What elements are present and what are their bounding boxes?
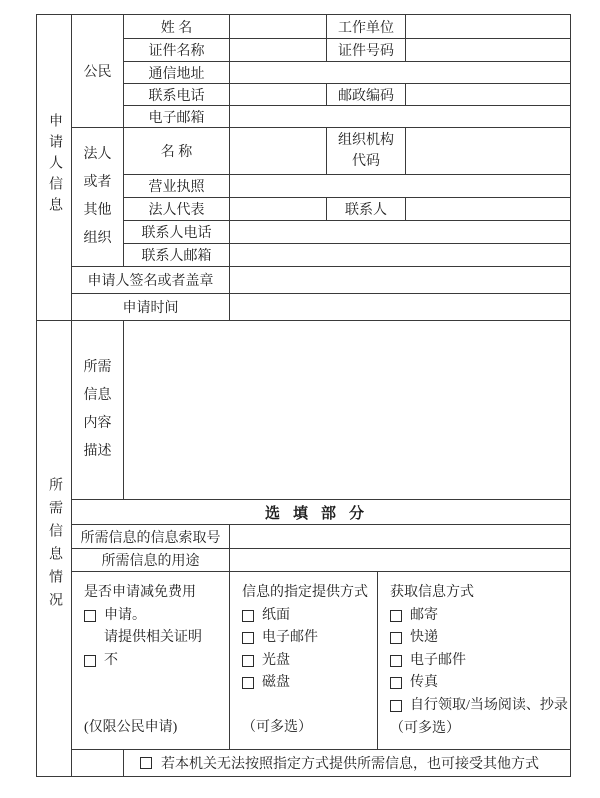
obtain-method-title: 获取信息方式 (390, 584, 474, 600)
provide-option-disk-label: 磁盘 (262, 675, 290, 690)
citizen-group-label: 公民 (72, 15, 124, 128)
obtain-method-cell (378, 572, 571, 750)
id-name-value-cell[interactable] (230, 39, 327, 62)
name-label: 姓 名 (124, 15, 230, 39)
obtain-option-express[interactable] (390, 627, 566, 650)
index-number-label: 所需信息的信息索取号 (72, 525, 230, 549)
address-value-cell[interactable] (230, 62, 571, 84)
org-name-label: 名 称 (124, 128, 230, 175)
id-number-value-cell[interactable] (406, 39, 571, 62)
signature-value-cell[interactable] (230, 267, 571, 294)
checkbox-icon[interactable] (242, 655, 254, 667)
fallback-option[interactable] (124, 753, 570, 773)
obtain-option-mail[interactable] (390, 605, 566, 628)
obtain-option-email[interactable] (390, 650, 566, 673)
org-code-label (327, 128, 406, 175)
fee-option-no[interactable] (84, 650, 225, 673)
description-label (72, 321, 124, 500)
contact-email-value-cell[interactable] (230, 244, 571, 267)
obtain-option-fax[interactable] (390, 672, 566, 695)
provide-method-title: 信息的指定提供方式 (242, 584, 368, 600)
contact-value-cell[interactable] (406, 198, 571, 221)
required-section-header-text: 所需信息情况 (47, 477, 62, 615)
org-code-value-cell[interactable] (406, 128, 571, 175)
license-label: 营业执照 (124, 175, 230, 198)
fee-option-no-label: 不 (104, 652, 118, 668)
legal-rep-label: 法人代表 (124, 198, 230, 221)
applicant-section-header (37, 15, 72, 321)
checkbox-icon[interactable] (84, 655, 96, 667)
provide-option-cd-label: 光盘 (262, 652, 290, 668)
provide-option-cd[interactable] (242, 650, 373, 673)
phone-value-cell[interactable] (230, 84, 327, 106)
contact-phone-value-cell[interactable] (230, 221, 571, 244)
provide-option-paper-label: 纸面 (262, 607, 290, 623)
provide-option-disk[interactable] (242, 672, 373, 695)
checkbox-icon[interactable] (140, 757, 152, 769)
fee-reduction-cell (72, 572, 230, 750)
fee-reduction-title: 是否申请减免费用 (84, 584, 196, 600)
provide-option-email[interactable] (242, 627, 373, 650)
postcode-label: 邮政编码 (327, 84, 406, 106)
work-unit-value-cell[interactable] (406, 15, 571, 39)
address-label: 通信地址 (124, 62, 230, 84)
fee-apply-note: 请提供相关证明 (104, 630, 202, 645)
index-number-value-cell[interactable] (230, 525, 571, 549)
phone-label: 联系电话 (124, 84, 230, 106)
apply-time-label: 申请时间 (72, 294, 230, 321)
obtain-method-footnote: （可多选） (390, 721, 460, 736)
applicant-section-header-text: 申请人信息 (47, 112, 62, 218)
checkbox-icon[interactable] (390, 700, 402, 712)
fallback-option-label: 若本机关无法按照指定方式提供所需信息，也可接受其他方式 (161, 757, 539, 772)
email-value-cell[interactable] (230, 106, 571, 128)
description-value-cell[interactable] (124, 321, 571, 500)
obtain-option-email-label: 电子邮件 (410, 652, 466, 668)
provide-option-email-label: 电子邮件 (262, 630, 318, 645)
obtain-option-mail-label: 邮寄 (410, 607, 438, 623)
checkbox-icon[interactable] (242, 677, 254, 689)
checkbox-icon[interactable] (242, 610, 254, 622)
org-code-label-text: 组织机构代码 (338, 133, 394, 169)
email-label: 电子邮箱 (124, 106, 230, 128)
postcode-value-cell[interactable] (406, 84, 571, 106)
apply-time-value-cell[interactable] (230, 294, 571, 321)
fee-option-apply-label: 申请。 (104, 607, 146, 623)
contact-label: 联系人 (327, 198, 406, 221)
contact-phone-label: 联系人电话 (124, 221, 230, 244)
optional-part-title-text: 选填部分 (264, 505, 377, 522)
fee-footnote: (仅限公民申请) (84, 719, 178, 735)
provide-method-cell (230, 572, 378, 750)
checkbox-icon[interactable] (390, 632, 402, 644)
checkbox-icon[interactable] (390, 610, 402, 622)
checkbox-icon[interactable] (390, 677, 402, 689)
obtain-option-self-pickup[interactable] (390, 695, 566, 718)
description-label-text: 所需信息内容描述 (83, 360, 112, 459)
checkbox-icon[interactable] (84, 610, 96, 622)
obtain-option-express-label: 快递 (410, 630, 438, 645)
purpose-value-cell[interactable] (230, 549, 571, 572)
fee-option-apply[interactable] (84, 605, 225, 628)
organization-group-label (72, 128, 124, 267)
required-section-header (37, 321, 72, 777)
contact-email-label: 联系人邮箱 (124, 244, 230, 267)
id-name-label: 证件名称 (124, 39, 230, 62)
id-number-label: 证件号码 (327, 39, 406, 62)
obtain-option-self-pickup-label: 自行领取/当场阅读、抄录 (410, 697, 568, 713)
name-value-cell[interactable] (230, 15, 327, 39)
fallback-option-cell (124, 750, 571, 777)
work-unit-label: 工作单位 (327, 15, 406, 39)
license-value-cell[interactable] (230, 175, 571, 198)
purpose-label: 所需信息的用途 (72, 549, 230, 572)
fallback-spacer-cell (72, 750, 124, 777)
checkbox-icon[interactable] (390, 655, 402, 667)
organization-group-label-text: 法人或者其他组织 (83, 147, 112, 246)
obtain-option-fax-label: 传真 (410, 675, 438, 690)
legal-rep-value-cell[interactable] (230, 198, 327, 221)
checkbox-icon[interactable] (242, 632, 254, 644)
provide-method-footnote: （可多选） (242, 719, 312, 735)
signature-label: 申请人签名或者盖章 (72, 267, 230, 294)
application-form-table (36, 14, 571, 777)
org-name-value-cell[interactable] (230, 128, 327, 175)
optional-part-title (72, 500, 571, 525)
provide-option-paper[interactable] (242, 605, 373, 628)
